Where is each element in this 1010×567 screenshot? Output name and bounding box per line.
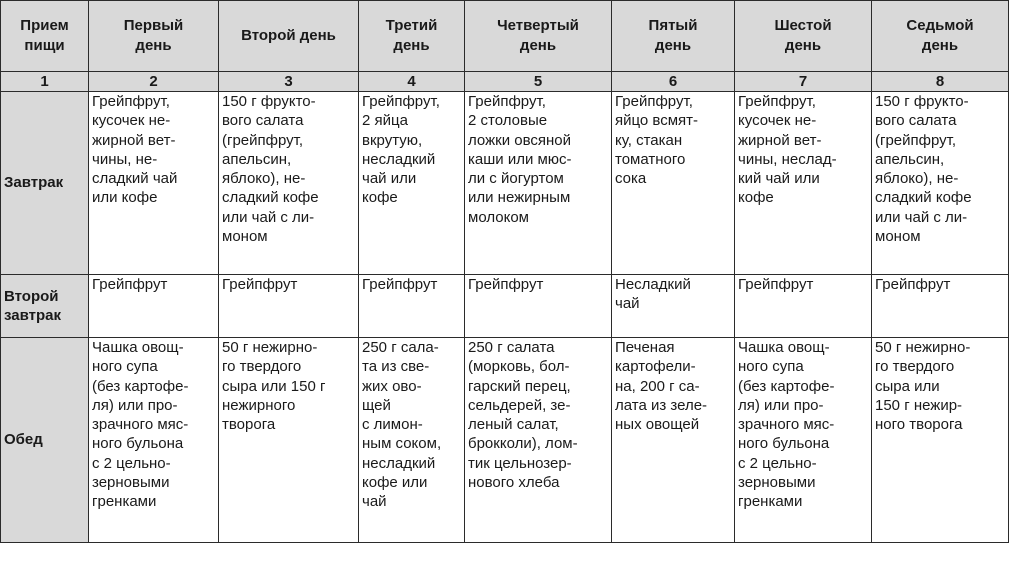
table-cell: 50 г нежирно- го твердого сыра или 150 г нежирного творога	[219, 338, 359, 543]
table-cell: Грейпфрут	[465, 275, 612, 338]
table-row-breakfast	[1, 92, 1009, 275]
column-number: 7	[735, 72, 872, 92]
table-cell: 150 г фрукто- вого салата (грейпфрут, апельсин, яблоко), не- сладкий кофе или чай с ли- моном	[872, 92, 1009, 275]
meal-label-lunch: Обед	[1, 338, 89, 543]
table-cell: Чашка овощ- ного супа (без картофе- ля) или про- зрачного мяс- ного бульона с 2 цельно- зерновыми гренками	[735, 338, 872, 543]
column-number: 5	[465, 72, 612, 92]
meal-label-second-breakfast: Второй завтрак	[1, 275, 89, 338]
meal-label-breakfast: Завтрак	[1, 92, 89, 275]
table-cell: 150 г фрукто- вого салата (грейпфрут, апельсин, яблоко), не- сладкий кофе или чай с ли- моном	[219, 92, 359, 275]
header-day-6: Шестой день	[735, 1, 872, 72]
table-row-lunch	[1, 338, 1009, 543]
column-number: 4	[359, 72, 465, 92]
table-cell: Грейпфрут	[219, 275, 359, 338]
table-cell: Грейпфрут, кусочек не- жирной вет- чины, не- сладкий чай или кофе	[89, 92, 219, 275]
header-day-4: Четвертый день	[465, 1, 612, 72]
table-cell: Грейпфрут	[872, 275, 1009, 338]
table-cell: Грейпфрут, 2 яйца вкрутую, несладкий чай или кофе	[359, 92, 465, 275]
table-cell: Чашка овощ- ного супа (без картофе- ля) или про- зрачного мяс- ного бульона с 2 цельно- зерновыми гренками	[89, 338, 219, 543]
table-cell: Грейпфрут	[359, 275, 465, 338]
table-cell: 250 г сала- та из све- жих ово- щей с лимон- ным соком, несладкий кофе или чай	[359, 338, 465, 543]
header-day-7: Седьмой день	[872, 1, 1009, 72]
table-cell: Грейпфрут	[735, 275, 872, 338]
column-number: 3	[219, 72, 359, 92]
header-meal: Прием пищи	[1, 1, 89, 72]
header-row	[1, 1, 1009, 72]
table-cell: Грейпфрут, кусочек не- жирной вет- чины, неслад- кий чай или кофе	[735, 92, 872, 275]
column-number: 1	[1, 72, 89, 92]
column-number: 6	[612, 72, 735, 92]
table-cell: Несладкий чай	[612, 275, 735, 338]
header-day-3: Третий день	[359, 1, 465, 72]
header-day-1: Первый день	[89, 1, 219, 72]
table-row-second-breakfast	[1, 275, 1009, 338]
column-number: 2	[89, 72, 219, 92]
table-cell: Грейпфрут, яйцо всмят- ку, стакан томатного сока	[612, 92, 735, 275]
table-cell: Грейпфрут	[89, 275, 219, 338]
table-cell: Грейпфрут, 2 столовые ложки овсяной каши или мюс- ли с йогуртом или нежирным молоком	[465, 92, 612, 275]
column-number-row	[1, 72, 1009, 92]
header-day-2: Второй день	[219, 1, 359, 72]
table-cell: Печеная картофели- на, 200 г са- лата из зеле- ных овощей	[612, 338, 735, 543]
table-cell: 250 г салата (морковь, бол- гарский перец, сельдерей, зе- леный салат, брокколи), лом- тик цельнозер- нового хлеба	[465, 338, 612, 543]
table-cell: 50 г нежирно- го твердого сыра или 150 г нежир- ного творога	[872, 338, 1009, 543]
header-day-5: Пятый день	[612, 1, 735, 72]
column-number: 8	[872, 72, 1009, 92]
